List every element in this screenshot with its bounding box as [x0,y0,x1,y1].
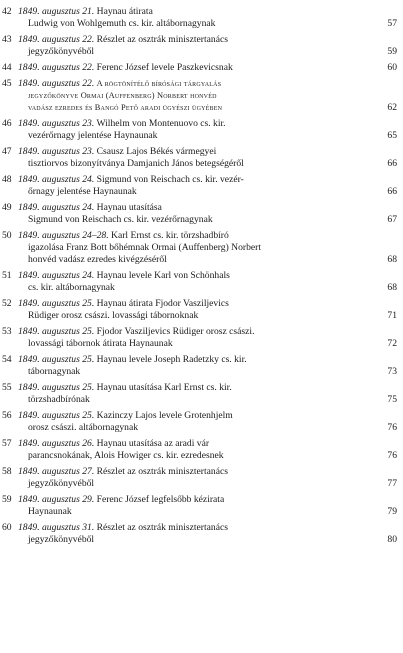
entry-date: 1849. augusztus 27. [18,466,95,478]
page-number: 62 [387,102,397,114]
page-number: 60 [387,62,397,73]
entry-date: 1849. augusztus 26. [18,438,95,450]
entry-date: 1849. augusztus 24. [18,202,95,213]
entry-date: 1849. augusztus 25. [18,382,95,394]
entry-title-cont: parancsnokának, Alois Howiger cs. kir. ezredesnek [28,450,224,462]
entry-title-cont: őrnagy jelentése Haynaunak [28,186,137,198]
page-number: 68 [387,254,397,266]
entry-title: Haynau utasítása Karl Ernst cs. kir. [96,382,232,394]
page-number: 80 [387,534,397,546]
entry-date: 1849. augusztus 22. [18,62,95,73]
entry-title-cont: cs. kir. altábornagynak [28,282,115,294]
entry-title-cont: törzshadbírónak [28,394,90,406]
table-of-contents [0,6,403,550]
entry-number: 49 [2,202,12,213]
entry-title-cont: Rüdiger orosz császi. lovassági tábornoknak [28,310,199,322]
toc-entry [0,494,403,518]
page-number: 76 [387,450,397,462]
entry-date: 1849. augusztus 22. [18,77,95,89]
page-number: 75 [387,394,397,406]
toc-entry [0,34,403,58]
toc-entry [0,270,403,294]
toc-entry [0,146,403,170]
entry-title-cont: tábornagynak [28,366,81,378]
page-number: 79 [387,506,397,518]
entry-title: A rögtönítélő bírósági tárgyalás [96,78,222,88]
entry-title: Fjodor Vasziljevics Rüdiger orosz császi. [96,326,255,338]
entry-title: Ferenc József levele Paszkevicsnak [96,62,233,73]
entry-number: 58 [2,466,12,478]
entry-title: Kazinczy Lajos levele Grotenhjelm [96,410,233,422]
entry-title-cont: honvéd vadász ezredes kivégzéséről [28,254,167,266]
entry-title-cont: tisztiorvos bizonyítványa Damjanich János betegségéről [28,158,244,170]
entry-date: 1849. augusztus 25. [18,354,95,366]
entry-number: 50 [2,230,12,241]
entry-date: 1849. augusztus 21. [18,6,95,17]
entry-title-cont: Ludwig von Wohlgemuth cs. kir. altábornagynak [28,18,216,30]
entry-title: Részlet az osztrák minisztertanács [96,522,228,534]
entry-title-cont: jegyzőkönyvéből [28,46,95,58]
toc-entry [0,438,403,462]
entry-title-cont: igazolása Franz Bott bőhémnak Ormai (Auffenberg) Norbert [28,242,262,254]
toc-entry [0,382,403,406]
entry-date: 1849. augusztus 23. [18,146,95,157]
entry-title-cont: jegyzőkönyvéből [28,534,95,546]
page-number: 57 [387,18,397,30]
entry-date: 1849. augusztus 31. [18,522,95,534]
entry-number: 48 [2,174,12,185]
entry-title: Haynau átirata Fjodor Vasziljevics [96,298,229,310]
entry-date: 1849. augusztus 25. [18,410,95,422]
page-number: 73 [387,366,397,378]
page-number: 77 [387,478,397,490]
entry-number: 53 [2,326,12,338]
entry-title: Haynau levele Joseph Radetzky cs. kir. [96,354,247,366]
toc-entry [0,410,403,434]
entry-title-cont: Sigmund von Reischach cs. kir. vezérőrnagynak [28,214,213,226]
entry-title-cont: jegyzőkönyve Ormai (Auffenberg) Norbert honvéd [28,91,217,100]
entry-date: 1849. augusztus 25. [18,326,95,338]
entry-title: Sigmund von Reischach cs. kir. vezér- [96,174,244,185]
toc-entry [0,62,403,74]
toc-entry [0,118,403,142]
entry-date: 1849. augusztus 22. [18,34,95,45]
entry-title: Wilhelm von Montenuovo cs. kir. [96,118,226,129]
page-number: 59 [387,46,397,58]
toc-entry [0,78,403,115]
entry-title-cont: jegyzőkönyvéből [28,478,95,490]
entry-number: 55 [2,382,12,394]
page-number: 71 [387,310,397,322]
entry-title: Haynau átirata [96,6,153,17]
entry-title: Csausz Lajos Békés vármegyei [96,146,217,157]
entry-number: 45 [2,77,12,89]
entry-title: Ferenc József legfelsőbb kézirata [96,494,225,506]
entry-title: Részlet az osztrák minisztertanács [96,34,228,45]
entry-number: 56 [2,410,12,422]
entry-date: 1849. augusztus 29. [18,494,95,506]
entry-number: 46 [2,118,12,129]
entry-number: 43 [2,34,12,45]
toc-entry [0,202,403,226]
page-number: 76 [387,422,397,434]
entry-title: Haynau levele Karl von Schönhals [96,270,230,282]
page-number: 66 [387,186,397,198]
page-number: 66 [387,158,397,170]
entry-title-cont: lovassági tábornok átirata Haynaunak [28,338,173,350]
toc-entry [0,522,403,546]
entry-title: Haynau utasítása [96,202,162,213]
toc-entry [0,6,403,30]
toc-entry [0,298,403,322]
entry-date: 1849. augusztus 25. [18,298,95,310]
entry-number: 59 [2,494,12,506]
toc-entry [0,354,403,378]
entry-number: 44 [2,62,12,73]
entry-title-cont: orosz császi. altábornagynak [28,422,139,434]
page-number: 72 [387,338,397,350]
entry-number: 47 [2,146,12,157]
entry-number: 60 [2,522,12,534]
entry-title: Részlet az osztrák minisztertanács [96,466,228,478]
entry-title-cont: vadász ezredes és Bangó Pető aradi ügyészi ügyében [28,103,223,113]
entry-number: 57 [2,438,12,450]
entry-date: 1849. augusztus 24. [18,174,95,185]
toc-entry [0,174,403,198]
entry-title-cont: vezérőrnagy jelentése Haynaunak [28,130,158,142]
toc-entry [0,466,403,490]
entry-title: Karl Ernst cs. kir. törzshadbíró [111,230,229,241]
page-number: 65 [387,130,397,142]
entry-date: 1849. augusztus 24–28. [18,230,109,241]
entry-number: 54 [2,354,12,366]
toc-entry [0,326,403,350]
toc-entry [0,230,403,267]
page-number: 68 [387,282,397,294]
entry-title-cont: Haynaunak [28,506,72,518]
entry-date: 1849. augusztus 24. [18,270,95,282]
entry-number: 51 [2,270,12,282]
page-number: 67 [387,214,397,226]
entry-date: 1849. augusztus 23. [18,118,95,129]
entry-number: 52 [2,298,12,310]
entry-number: 42 [2,6,12,17]
entry-title: Haynau utasítása az aradi vár [96,438,210,450]
